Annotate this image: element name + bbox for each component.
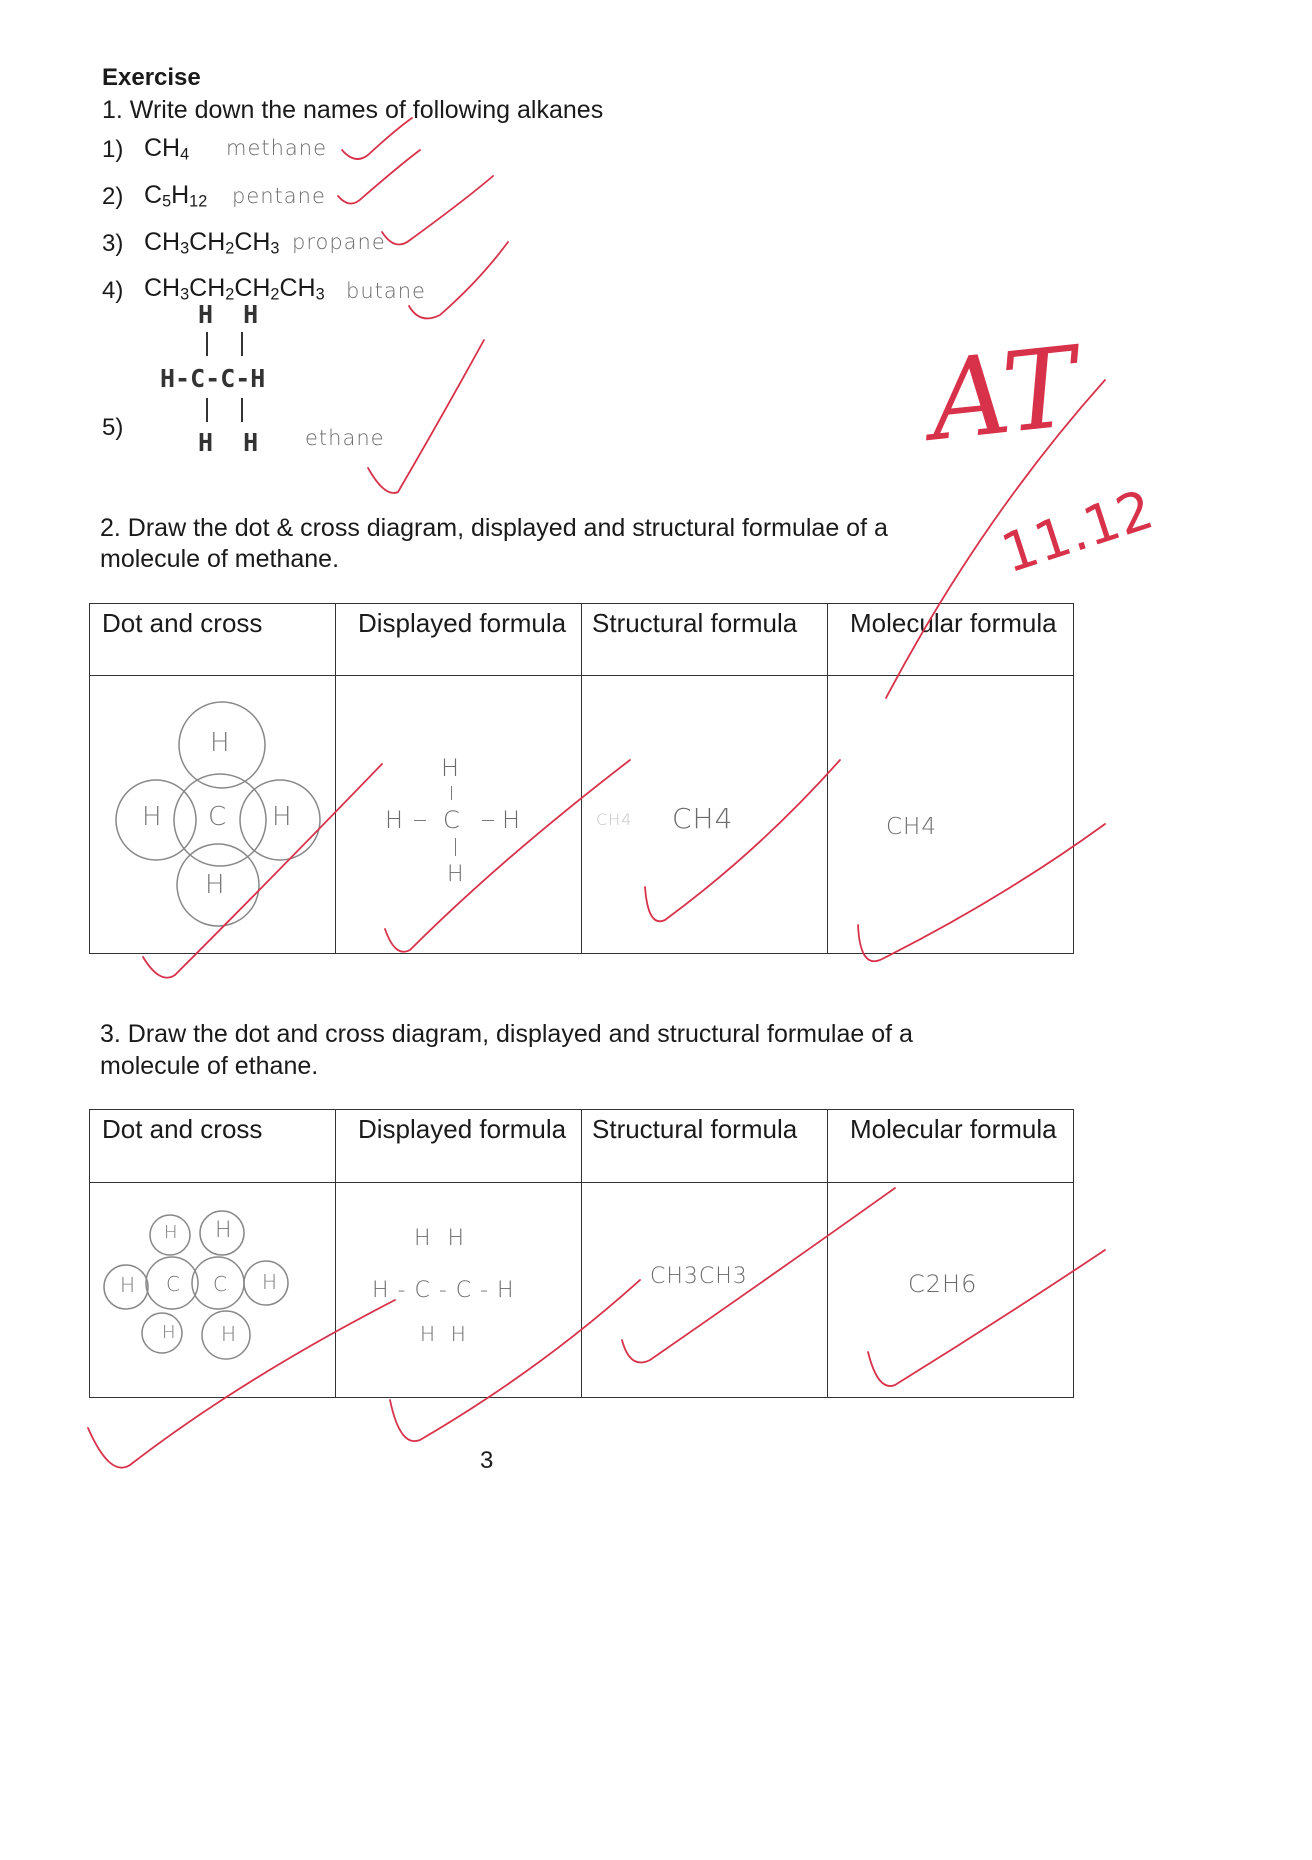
teacher-initials: AT <box>923 322 1084 466</box>
item-4-answer: butane <box>346 279 426 303</box>
methane-molecular-answer: CH4 <box>886 814 937 840</box>
ethane-h-5: H <box>162 1322 177 1343</box>
methane-h-top: H <box>210 728 231 758</box>
question-3-prompt-line1: 3. Draw the dot and cross diagram, displayed and structural formulae of a <box>100 1020 913 1048</box>
checkmark-icon <box>342 118 412 159</box>
question-1-prompt: 1. Write down the names of following alkanes <box>102 96 604 124</box>
ethane-h-6: H <box>221 1322 238 1346</box>
item-3-answer: propane <box>292 230 386 254</box>
checkmark-icon <box>368 340 484 493</box>
item-1-number: 1) <box>102 136 124 163</box>
methane-displayed-left: H <box>385 806 405 834</box>
methane-displayed-bottom: H <box>447 862 465 887</box>
ethane-structure-bottom: H H <box>198 428 259 457</box>
methane-displayed-top: H <box>441 754 461 782</box>
ethane-displayed-middle: H - C - C - H <box>372 1278 515 1303</box>
header-molecular-formula: Molecular formula <box>850 608 1057 638</box>
methane-structural-erased: CH4 <box>596 810 633 829</box>
checkmark-icon <box>622 1188 895 1363</box>
ethane-structure-middle: H-C-C-H <box>160 364 266 393</box>
item-3-number: 3) <box>102 230 124 257</box>
methane-h-bottom: H <box>205 870 226 900</box>
ethane-h-4: H <box>262 1270 279 1294</box>
methane-c-center: C <box>208 802 228 832</box>
item-1-formula: $CH_4$ <box>144 134 190 164</box>
header-displayed-formula: Displayed formula <box>358 1114 567 1144</box>
ethane-structure-top: H H <box>198 300 259 329</box>
checkmark-icon <box>645 760 840 921</box>
ethane-displayed-top: H H <box>414 1226 466 1251</box>
methane-structural-answer: CH4 <box>672 802 734 835</box>
item-1-answer: methane <box>226 136 328 160</box>
item-4-number: 4) <box>102 277 124 304</box>
methane-displayed-right: H <box>502 806 522 834</box>
header-displayed-formula: Displayed formula <box>358 608 567 638</box>
ethane-molecular-answer: C2H6 <box>908 1270 978 1298</box>
long-diagonal-mark <box>886 380 1105 698</box>
ethane-displayed-bottom: H H <box>420 1322 467 1346</box>
ethane-c-left: C <box>166 1272 181 1296</box>
ethane-structural-answer: CH3CH3 <box>650 1264 748 1289</box>
header-molecular-formula: Molecular formula <box>850 1114 1057 1144</box>
checkmark-icon <box>390 1280 640 1441</box>
question-3-prompt-line2: molecule of ethane. <box>100 1052 319 1080</box>
header-structural-formula: Structural formula <box>592 608 798 638</box>
methane-displayed-center: C <box>443 806 461 834</box>
header-dot-and-cross: Dot and cross <box>102 608 263 638</box>
marking-date: 11.12 <box>994 477 1161 586</box>
item-2-formula: $C_5H_{12}$ <box>144 181 208 211</box>
ethane-c-right: C <box>213 1272 228 1296</box>
methane-h-right: H <box>272 802 293 832</box>
ethane-h-2: H <box>215 1218 233 1243</box>
header-dot-and-cross: Dot and cross <box>102 1114 263 1144</box>
item-5-number: 5) <box>102 414 124 441</box>
question-2-prompt-line1: 2. Draw the dot & cross diagram, displayed and structural formulae of a <box>100 514 888 542</box>
checkmark-icon <box>143 764 382 978</box>
checkmark-icon <box>868 1250 1105 1386</box>
checkmark-icon <box>858 824 1105 961</box>
ethane-h-3: H <box>120 1273 137 1297</box>
question-2-prompt-line2: molecule of methane. <box>100 545 340 573</box>
checkmark-icon <box>385 760 633 952</box>
methane-h-left: H <box>142 802 163 832</box>
checkmark-icon <box>382 176 493 245</box>
ethane-h-1: H <box>164 1222 179 1243</box>
item-2-answer: pentane <box>232 184 326 208</box>
item-3-formula: $CH_3CH_2CH_3$ <box>144 228 280 258</box>
exercise-heading: Exercise <box>102 64 201 91</box>
item-4-formula: $CH_3CH_2CH_2CH_3$ <box>144 274 325 304</box>
checkmark-icon <box>88 1300 395 1468</box>
header-structural-formula: Structural formula <box>592 1114 798 1144</box>
item-2-number: 2) <box>102 183 124 210</box>
checkmark-icon <box>409 242 508 318</box>
item-5-answer: ethane <box>305 426 385 450</box>
page-number: 3 <box>480 1447 494 1474</box>
